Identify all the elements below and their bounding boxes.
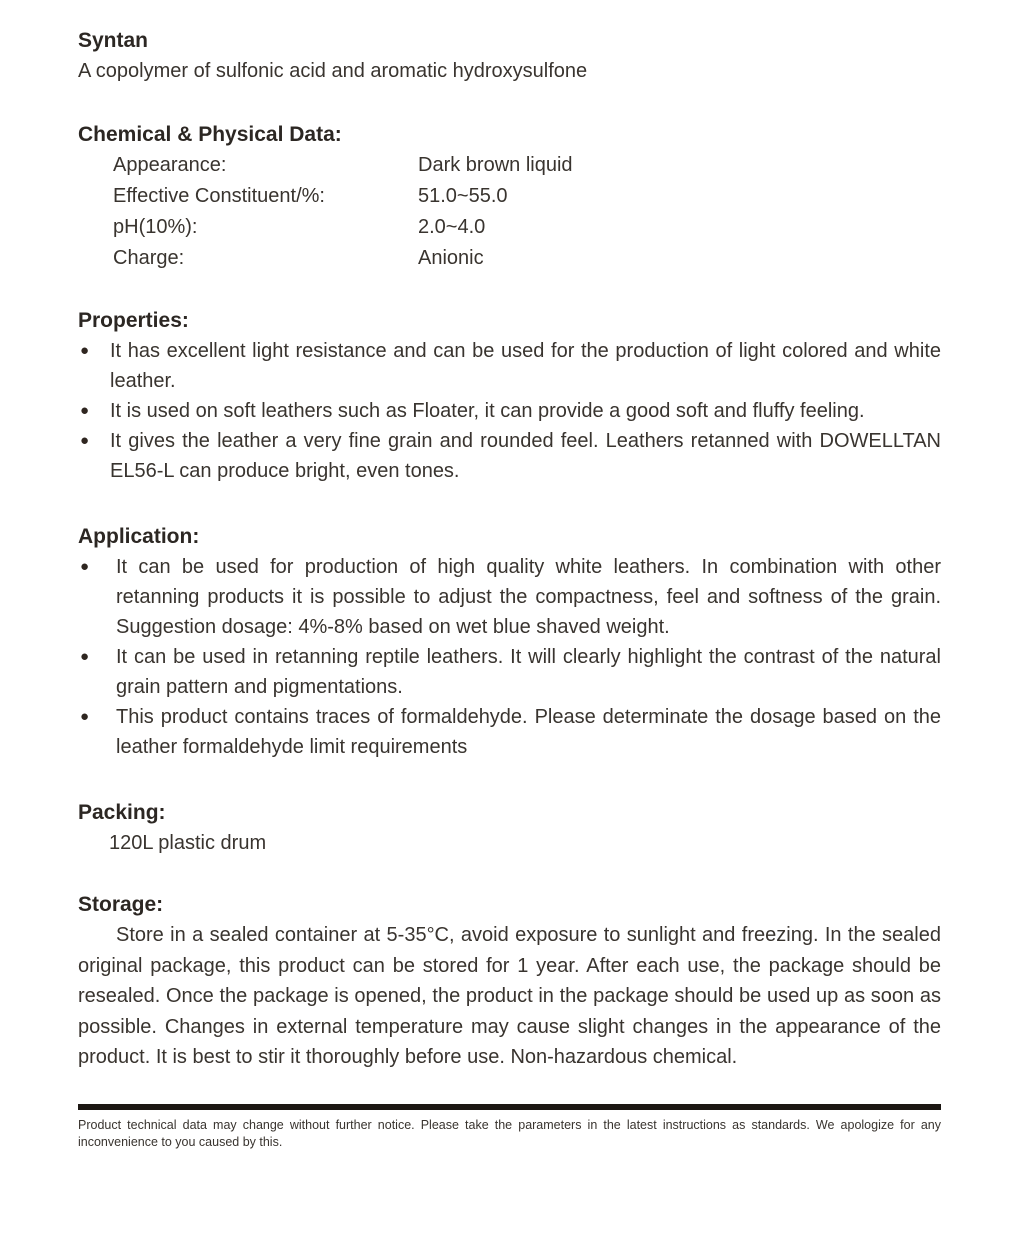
bullet-text: It is used on soft leathers such as Floater, it can provide a good soft and fluffy feeling. — [110, 400, 865, 422]
bullet-text: It can be used in retanning reptile leathers. It will clearly highlight the contrast of the natural grain pattern and pigmentations. — [116, 646, 941, 698]
bullet-icon: ● — [80, 558, 90, 575]
application-heading: Application: — [78, 525, 200, 548]
list-item — [78, 642, 941, 702]
list-item — [78, 702, 941, 762]
bullet-text: It can be used for production of high quality white leathers. In combination with other retanning products it is possible to adjust the compactness, feel and softness of the grain. Suggestion dosage: 4%-8% based on wet blue shaved weight. — [116, 556, 941, 638]
chemical-physical-heading: Chemical & Physical Data: — [78, 123, 342, 146]
properties-heading: Properties: — [78, 309, 189, 332]
row-label: pH(10%): — [113, 216, 198, 238]
bullet-text: This product contains traces of formaldehyde. Please determinate the dosage based on the leather formaldehyde limit requirements — [116, 706, 941, 758]
packing-content: 120L plastic drum — [109, 832, 267, 854]
bullet-icon: ● — [80, 708, 90, 725]
row-value: Anionic — [418, 247, 484, 269]
row-label: Appearance: — [113, 154, 227, 176]
row-value: 2.0~4.0 — [418, 216, 486, 238]
bullet-text: It has excellent light resistance and can be used for the production of light colored and white leather. — [110, 340, 941, 392]
list-item — [78, 396, 941, 426]
storage-heading: Storage: — [78, 893, 164, 916]
application-list — [78, 552, 941, 762]
properties-list — [78, 336, 941, 486]
section-application — [78, 522, 941, 762]
storage-paragraph: Store in a sealed container at 5-35°C, avoid exposure to sunlight and freezing. In the sealed original package, this product can be stored for 1 year. After each use, the package should be resealed. Once the package is opened, the product in the package should be used up as soon as possible. Changes in external temperature may cause slight changes in the appearance of the product. It is best to stir it thoroughly before use. Non-hazardous chemical. — [78, 924, 941, 1068]
section-properties — [78, 306, 941, 486]
list-item — [78, 336, 941, 396]
bullet-icon: ● — [80, 432, 90, 449]
table-row — [78, 243, 941, 274]
table-row — [78, 150, 941, 181]
section-packing — [78, 798, 941, 858]
section-chemical-physical-data — [78, 120, 941, 274]
packing-heading: Packing: — [78, 801, 166, 824]
bullet-icon: ● — [80, 648, 90, 665]
row-label: Charge: — [113, 247, 185, 269]
bullet-icon: ● — [80, 342, 90, 359]
list-item — [78, 426, 941, 486]
list-item — [78, 552, 941, 642]
page-subtitle: A copolymer of sulfonic acid and aromatic hydroxysulfone — [78, 60, 588, 82]
table-row — [78, 181, 941, 212]
section-storage — [78, 890, 941, 1073]
page-title: Syntan — [78, 29, 149, 52]
footer — [78, 1104, 941, 1151]
row-value: Dark brown liquid — [418, 154, 573, 176]
bullet-text: It gives the leather a very fine grain and rounded feel. Leathers retanned with DOWELLTAN EL56-L can produce bright, even tones. — [110, 430, 941, 482]
bullet-icon: ● — [80, 402, 90, 419]
row-label: Effective Constituent/%: — [113, 185, 325, 207]
table-row — [78, 212, 941, 243]
row-value: 51.0~55.0 — [418, 185, 508, 207]
footer-disclaimer: Product technical data may change without further notice. Please take the parameters in the latest instructions as standards. We apologize for any inconvenience to you caused by this. — [78, 1117, 941, 1149]
